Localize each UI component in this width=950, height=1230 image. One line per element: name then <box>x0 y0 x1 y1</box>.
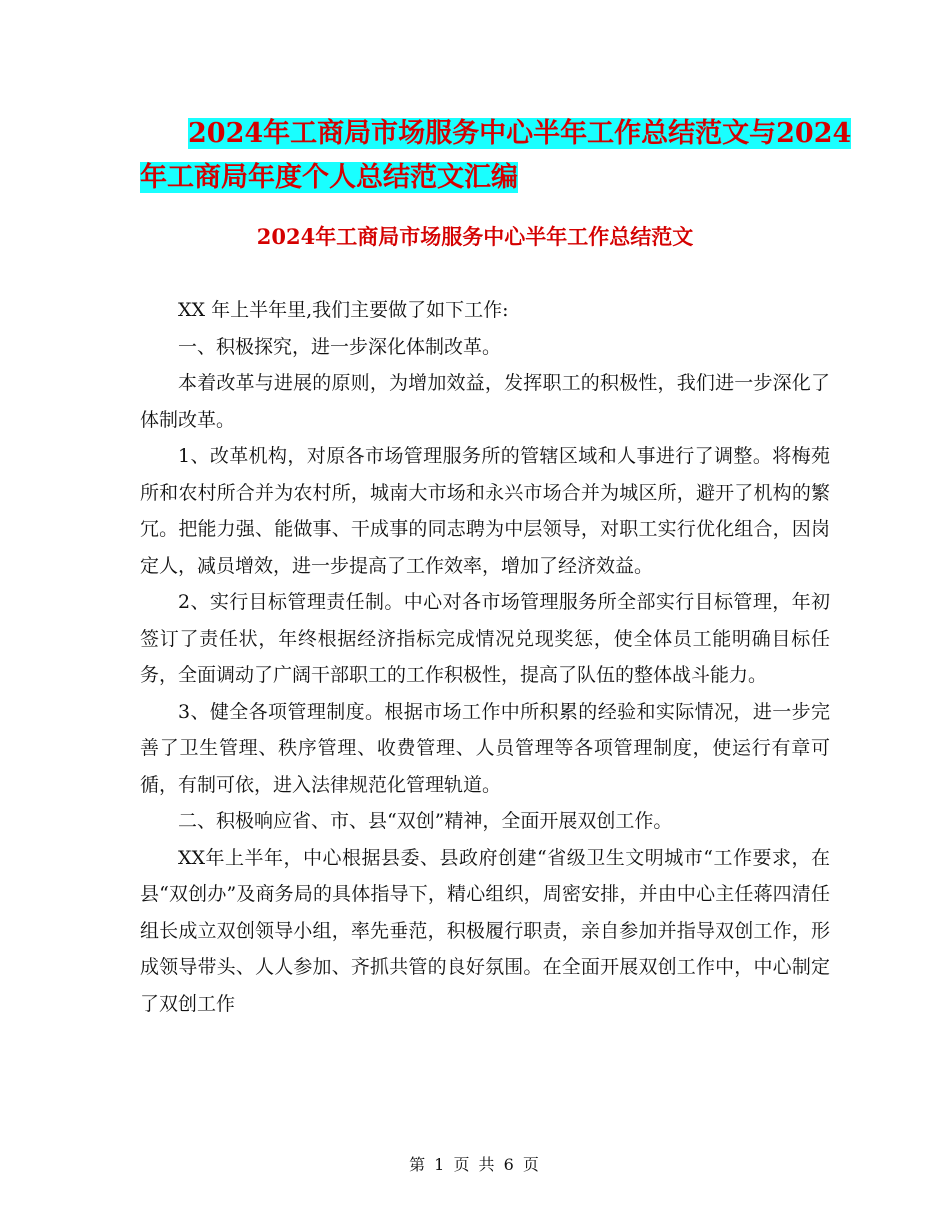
title-line-1: 2024年工商局市场服务中心半年工作总结范文与2024 <box>188 118 852 149</box>
paragraph: 二、积极响应省、市、县“双创”精神，全面开展双创工作。 <box>178 810 673 832</box>
paragraph: 一、积极探究，进一步深化体制改革。 <box>178 335 502 358</box>
paragraph: 2、实行目标管理责任制。中心对各市场管理服务所全部实行目标管理，年初签订了责任状，年终根据经济指标完成情况兑现奖惩，使全体员工能明确目标任务，全面调动了广阔干部职工的工作积极性，提高了队伍的整体战斗能力。 <box>140 591 830 686</box>
document-body <box>140 292 830 1022</box>
paragraph: 3、健全各项管理制度。根据市场工作中所积累的经验和实际情况，进一步完善了卫生管理、秩序管理、收费管理、人员管理等各项管理制度，使运行有章可循，有制可依，进入法律规范化管理轨道。 <box>140 700 830 796</box>
page-footer: 第 1 页 共 6 页 <box>409 1155 541 1174</box>
document-title <box>140 112 852 200</box>
section-title: 2024年工商局市场服务中心半年工作总结范文 <box>256 224 694 249</box>
title-line-2: 年工商局年度个人总结范文汇编 <box>140 162 518 193</box>
paragraph: XX 年上半年里,我们主要做了如下工作: <box>178 299 509 321</box>
paragraph: 本着改革与进展的原则，为增加效益，发挥职工的积极性，我们进一步深化了体制改革。 <box>140 372 830 431</box>
paragraph: 1、改革机构，对原各市场管理服务所的管辖区域和人事进行了调整。将梅苑所和农村所合并为农村所，城南大市场和永兴市场合并为城区所，避开了机构的繁冗。把能力强、能做事、干成事的同志聘为中层领导，对职工实行优化组合，因岗定人，减员增效，进一步提高了工作效率，增加了经济效益。 <box>140 445 830 577</box>
paragraph: XX年上半年，中心根据县委、县政府创建“省级卫生文明城市“工作要求，在县“双创办”及商务局的具体指导下，精心组织，周密安排，并由中心主任蒋四清任组长成立双创领导小组，率先垂范，积极履行职责，亲自参加并指导双创工作，形成领导带头、人人参加、齐抓共管的良好氛围。在全面开展双创工作中，中心制定了双创工作 <box>140 846 830 1015</box>
